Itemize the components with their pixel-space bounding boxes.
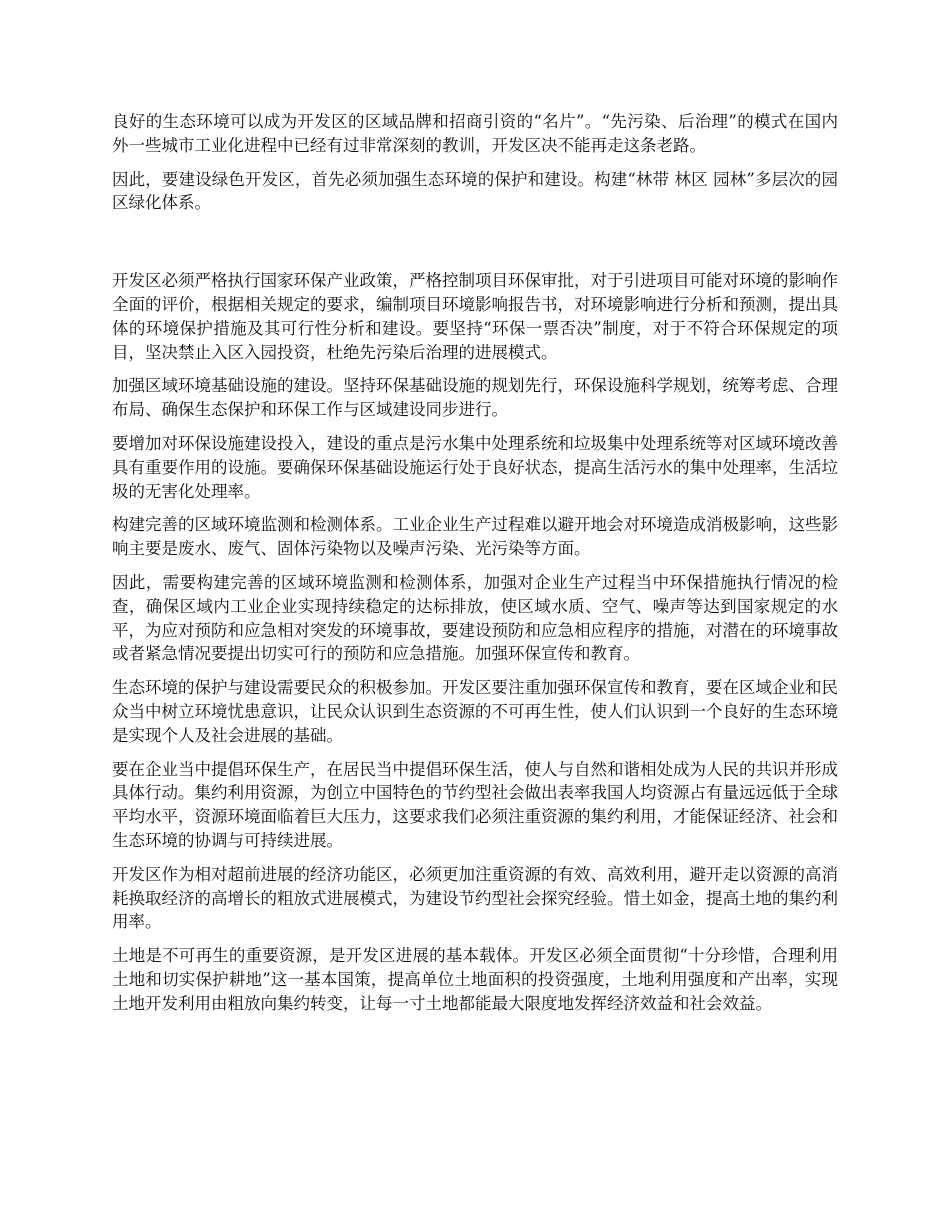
paragraph-economic-zone: 开发区作为相对超前进展的经济功能区，必须更加注重资源的有效、高效利用，避开走以资源的高消耗换取经济的高增长的粗放式进展模式，为建设节约型社会探究经验。惜土如金，提高土地的集约利用率。 xyxy=(112,864,838,932)
paragraph-public-participation: 生态环境的保护与建设需要民众的积极参加。开发区要注重加强环保宣传和教育，要在区域企业和民众当中树立环境忧患意识，让民众认识到生态资源的不可再生性，使人们认识到一个良好的生态环境是实现个人及社会进展的基础。 xyxy=(112,678,838,745)
paragraph-environmental-policy: 开发区必须严格执行国家环保产业政策，严格控制项目环保审批，对于引进项目可能对环境的影响作全面的评价，根据相关规定的要求，编制项目环境影响报告书，对环境影响进行分析和预测，提出具体的环境保护措施及其可行性分析和建设。要坚持“环保一票否决”制度，对于不符合环保规定的项目，坚决禁止入区入园投资，杜绝先污染后治理的进展模式。 xyxy=(112,271,838,362)
paragraph-ecological-brand: 良好的生态环境可以成为开发区的区域品牌和招商引资的“名片”。“先污染、后治理”的模式在国内外一些城市工业化进程中已经有过非常深刻的教训，开发区决不能再走这条老路。 xyxy=(112,112,838,155)
section-gap xyxy=(112,225,838,269)
paragraph-investment: 要增加对环保设施建设投入，建设的重点是污水集中处理系统和垃圾集中处理系统等对区域环境改善具有重要作用的设施。要确保环保基础设施运行处于良好状态，提高生活污水的集中处理率，生活垃圾的无害化处理率。 xyxy=(112,433,838,501)
paragraph-green-zone: 因此，要建设绿色开发区，首先必须加强生态环境的保护和建设。构建“林带 林区 园林”多层次的园区绿化体系。 xyxy=(112,169,838,213)
document-body xyxy=(112,110,838,1026)
paragraph-monitoring-detail: 因此，需要构建完善的区域环境监测和检测体系，加强对企业生产过程当中环保措施执行情况的检查，确保区域内工业企业实现持续稳定的达标排放，使区域水质、空气、噪声等达到国家规定的水平，为应对预防和应急相对突发的环境事故，要建设预防和应急相应程序的措施，对潜在的环境事故或者紧急情况要提出切实可行的预防和应急措施。加强环保宣传和教育。 xyxy=(112,572,838,664)
paragraph-infrastructure: 加强区域环境基础设施的建设。坚持环保基础设施的规划先行，环保设施科学规划，统筹考虑、合理布局、确保生态保护和环保工作与区域建设同步进行。 xyxy=(112,376,838,420)
paragraph-monitoring-system: 构建完善的区域环境监测和检测体系。工业企业生产过程难以避开地会对环境造成消极影响，这些影响主要是废水、废气、固体污染物以及噪声污染、光污染等方面。 xyxy=(112,515,838,559)
paragraph-land-resource: 土地是不可再生的重要资源，是开发区进展的基本载体。开发区必须全面贯彻“十分珍惜，合理利用土地和切实保护耕地”这一基本国策，提高单位土地面积的投资强度，土地利用强度和产出率，实现土地开发利用由粗放向集约转变，让每一寸土地都能最大限度地发挥经济效益和社会效益。 xyxy=(112,946,838,1013)
paragraph-resource-intensive: 要在企业当中提倡环保生产，在居民当中提倡环保生活，使人与自然和谐相处成为人民的共识并形成具体行动。集约利用资源，为创立中国特色的节约型社会做出表率我国人均资源占有量远远低于全球平均水平，资源环境面临着巨大压力，这要求我们必须注重资源的集约利用，才能保证经济、社会和生态环境的协调与可持续进展。 xyxy=(112,759,838,850)
